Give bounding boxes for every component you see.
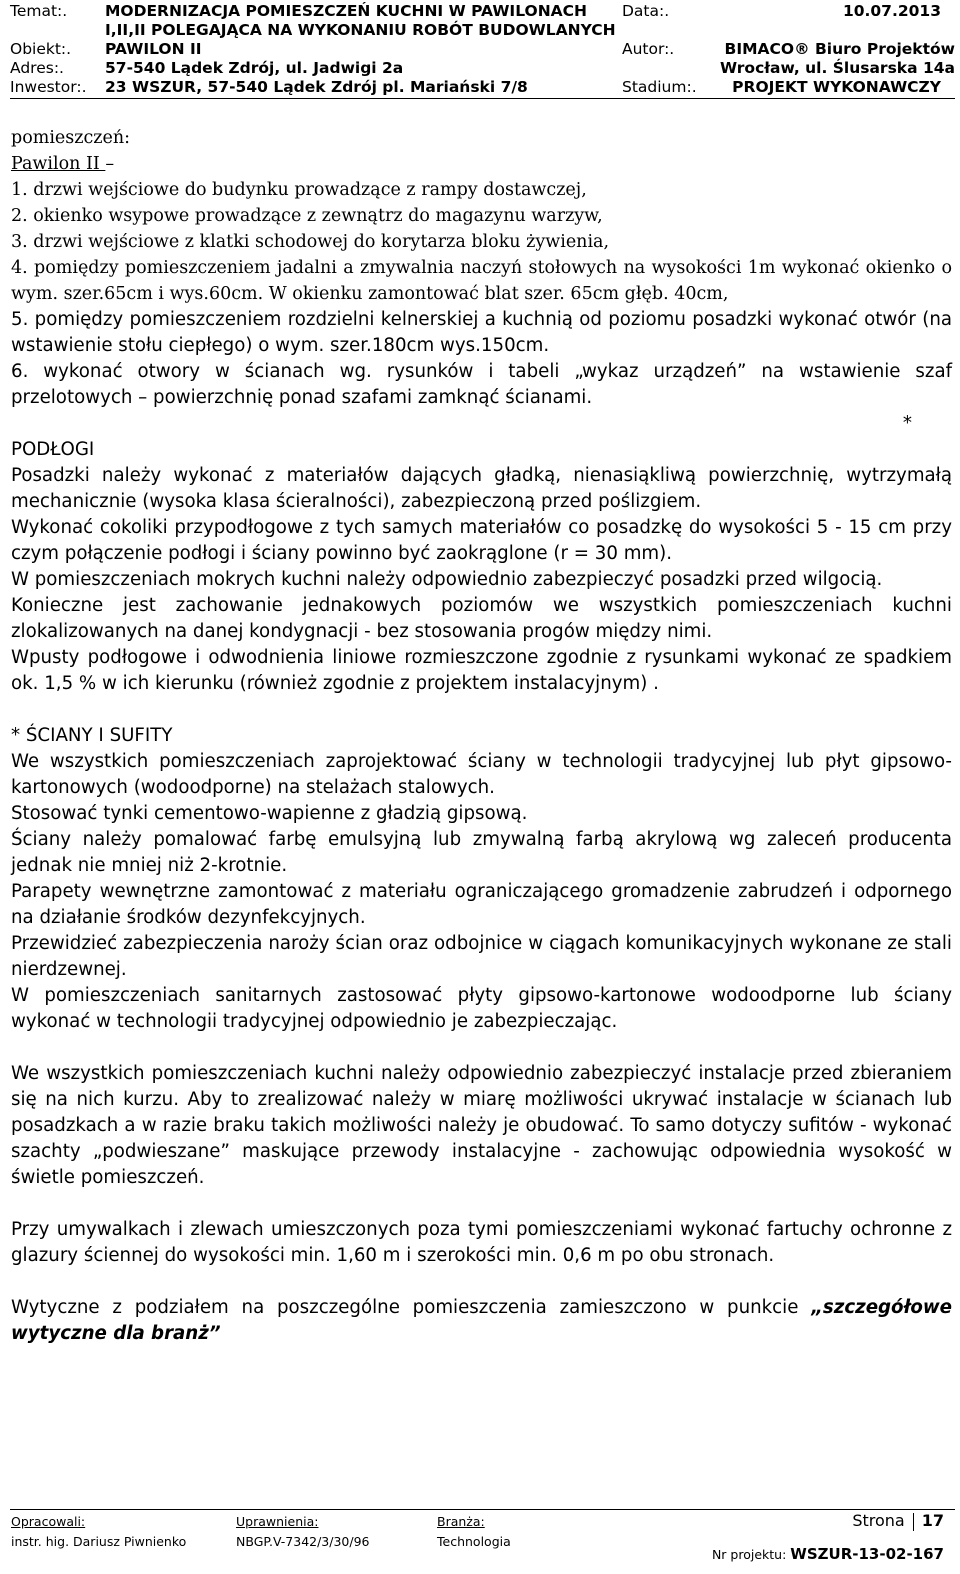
sciany-paragraph: Przewidzieć zabezpieczenia naroży ścian oraz odbojnice w ciągach komunikacyjnych wykonane ze stali nierdzewnej. bbox=[11, 933, 952, 980]
inwestor-label: Inwestor:. bbox=[10, 78, 87, 96]
fartuchy-paragraph: Przy umywalkach i zlewach umieszczonych poza tymi pomieszczeniami wykonać fartuchy ochronne z glazury ściennej do wysokości min. 1,60 m i szerokości min. 0,6 m po obu stronach. bbox=[11, 1219, 952, 1266]
sciany-paragraph: Ściany należy pomalować farbę emulsyjną lub zmywalną farbą akrylową wg zaleceń producenta jednak nie mniej niż 2-krotnie. bbox=[11, 829, 952, 876]
stadium-label: Stadium:. bbox=[622, 78, 697, 96]
sciany-paragraph: W pomieszczeniach sanitarnych zastosować płyty gipsowo-kartonowe wodoodporne lub ściany wykonać w technologii tradycyjnej odpowiednio je zabezpieczając. bbox=[11, 985, 952, 1032]
uprawnienia-value: NBGP.V-7342/3/30/96 bbox=[236, 1534, 370, 1549]
list-item: 4. pomiędzy pomieszczeniem jadalni a zmywalnia naczyń stołowych na wysokości 1m wykonać okienko o wym. szer.65cm i wys.60cm. W okienku zamontować blat szer. 65cm głęb. 40cm, bbox=[11, 258, 952, 304]
autor-value-line2: Wrocław, ul. Ślusarska 14a bbox=[719, 59, 955, 77]
footer-divider bbox=[10, 1509, 955, 1510]
page-number bbox=[852, 1510, 944, 1532]
footer-uprawnienia bbox=[236, 1512, 370, 1552]
header-divider bbox=[10, 98, 955, 99]
obiekt-value: PAWILON II bbox=[105, 40, 202, 58]
adres-value: 57-540 Lądek Zdrój, ul. Jadwigi 2a bbox=[105, 59, 404, 77]
branza-label: Branża: bbox=[437, 1514, 485, 1529]
document-body bbox=[11, 125, 952, 1347]
footer-branza bbox=[437, 1512, 511, 1552]
temat-value-line1: MODERNIZACJA POMIESZCZEŃ KUCHNI W PAWILONACH bbox=[105, 2, 588, 20]
pawilon-dash: – bbox=[105, 154, 115, 174]
obiekt-label: Obiekt:. bbox=[10, 40, 72, 58]
pawilon-heading bbox=[11, 151, 952, 177]
temat-value-line2: I,II,II POLEGAJĄCA NA WYKONANIU ROBÓT BUDOWLANYCH bbox=[105, 21, 616, 39]
project-number bbox=[712, 1545, 944, 1563]
wytyczne-reference: „szczegółowe wytyczne dla branż” bbox=[11, 1297, 952, 1344]
inwestor-value: 23 WSZUR, 57-540 Lądek Zdrój pl. Mariański 7/8 bbox=[105, 78, 528, 96]
sciany-paragraph: We wszystkich pomieszczeniach zaprojektować ściany w technologii tradycyjnej lub płyt gipsowo-kartonowych (wodoodporne) na stelażach stalowych. bbox=[11, 751, 952, 798]
sciany-paragraph: Stosować tynki cementowo-wapienne z gładzią gipsową. bbox=[11, 803, 528, 824]
autor-label: Autor:. bbox=[622, 40, 675, 58]
wytyczne-text: Wytyczne z podziałem na poszczególne pomieszczenia zamieszczono w punkcie bbox=[11, 1297, 812, 1318]
strona-label: Strona bbox=[852, 1511, 905, 1530]
list-item: 3. drzwi wejściowe z klatki schodowej do korytarza bloku żywienia, bbox=[11, 232, 610, 252]
opracowali-label: Opracowali: bbox=[11, 1514, 86, 1529]
adres-label: Adres:. bbox=[10, 59, 64, 77]
autor-value-line1: BIMACO® Biuro Projektów bbox=[724, 40, 955, 58]
podlogi-paragraph: Posadzki należy wykonać z materiałów dających gładką, nienasiąkliwą powierzchnię, wytrzymałą mechanicznie (wysoka klasa ścieralności), zabezpieczoną przed poślizgiem. bbox=[11, 465, 952, 512]
page-header bbox=[10, 2, 955, 98]
pawilon-label: Pawilon II bbox=[11, 154, 106, 174]
page-number-separator bbox=[913, 1513, 914, 1531]
podlogi-paragraph: W pomieszczeniach mokrych kuchni należy odpowiednio zabezpieczyć posadzki przed wilgocią. bbox=[11, 569, 883, 590]
data-value: 10.07.2013 bbox=[842, 2, 941, 20]
opracowali-value: instr. hig. Dariusz Piwnienko bbox=[11, 1534, 187, 1549]
nr-projektu-value: WSZUR-13-02-167 bbox=[790, 1545, 944, 1563]
asterisk-mark: * bbox=[902, 413, 912, 434]
sciany-paragraph: Parapety wewnętrzne zamontować z materiału ograniczającego gromadzenie zabrudzeń i odpornego na działanie środków dezynfekcyjnych. bbox=[11, 881, 952, 928]
footer-opracowali bbox=[11, 1512, 186, 1552]
list-item: 2. okienko wsypowe prowadzące z zewnątrz do magazynu warzyw, bbox=[11, 206, 603, 226]
list-item: 6. wykonać otwory w ścianach wg. rysunków i tabeli „wykaz urządzeń” na wstawienie szaf przelotowych – powierzchnię ponad szafami zamknąć ścianami. bbox=[11, 361, 952, 408]
podlogi-paragraph: Konieczne jest zachowanie jednakowych poziomów we wszystkich pomieszczeniach kuchni zlokalizowanych na danej kondygnacji - bez stosowania progów między nimi. bbox=[11, 595, 952, 642]
nr-projektu-label: Nr projektu: bbox=[711, 1547, 787, 1562]
list-item: 5. pomiędzy pomieszczeniem rozdzielni kelnerskiej a kuchnią od poziomu posadzki wykonać otwór (na wstawienie stołu ciepłego) o wym. szer.180cm wys.150cm. bbox=[11, 309, 952, 356]
podlogi-paragraph: Wpusty podłogowe i odwodnienia liniowe rozmieszczone zgodnie z rysunkami wykonać ze spadkiem ok. 1,5 % w ich kierunku (również zgodnie z projektem instalacyjnym) . bbox=[11, 647, 952, 694]
intro-text: pomieszczeń: bbox=[11, 128, 131, 148]
data-label: Data:. bbox=[622, 2, 670, 20]
stadium-value: PROJEKT WYKONAWCZY bbox=[732, 78, 941, 96]
branza-value: Technologia bbox=[437, 1534, 511, 1549]
temat-label: Temat:. bbox=[10, 2, 68, 20]
list-item: 1. drzwi wejściowe do budynku prowadzące z rampy dostawczej, bbox=[11, 180, 587, 200]
strona-value: 17 bbox=[921, 1511, 944, 1530]
uprawnienia-label: Uprawnienia: bbox=[236, 1514, 319, 1529]
wytyczne-paragraph bbox=[11, 1295, 952, 1347]
podlogi-paragraph: Wykonać cokoliki przypodłogowe z tych samych materiałów co posadzkę do wysokości 5 - 15 cm przy czym połączenie podłogi i ściany powinno być zaokrąglone (r = 30 mm). bbox=[11, 517, 952, 564]
podlogi-heading: PODŁOGI bbox=[11, 439, 95, 460]
instalacje-paragraph: We wszystkich pomieszczeniach kuchni należy odpowiednio zabezpieczyć instalacje przed zbieraniem się na nich kurzu. Aby to zrealizować należy w miarę możliwości ukrywać instalacje w ścianach lub posadzkach a w razie braku takich możliwości należy je obudować. To samo dotyczy sufitów - wykonać szachty „podwieszane” maskujące przewody instalacyjne - zachowując odpowiednia wysokość w świetle pomieszczeń. bbox=[11, 1063, 952, 1188]
sciany-heading: * ŚCIANY I SUFITY bbox=[11, 725, 173, 746]
